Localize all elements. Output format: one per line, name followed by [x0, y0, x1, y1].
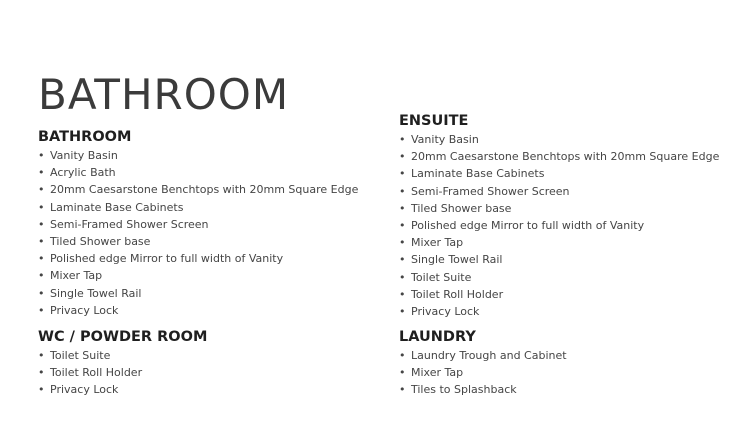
- list-item: • 20mm Caesarstone Benchtops with 20mm Square Edge: [38, 181, 358, 198]
- list-item: • Single Towel Rail: [38, 285, 358, 302]
- list-item: • Laundry Trough and Cabinet: [399, 347, 567, 364]
- list-item: • Polished edge Mirror to full width of Vanity: [399, 217, 719, 234]
- list-item: • Acrylic Bath: [38, 164, 358, 181]
- section-heading: BATHROOM: [38, 129, 132, 145]
- list-item: • Polished edge Mirror to full width of Vanity: [38, 250, 358, 267]
- section-ensuite: [399, 113, 719, 320]
- list-item: • Single Towel Rail: [399, 251, 719, 268]
- list-item: • Privacy Lock: [38, 302, 358, 319]
- section-heading: LAUNDRY: [399, 329, 476, 345]
- section-bathroom: [38, 129, 358, 319]
- section-heading: ENSUITE: [399, 113, 469, 129]
- item-list: [38, 147, 358, 319]
- list-item: • Mixer Tap: [38, 267, 358, 284]
- list-item: • Mixer Tap: [399, 364, 567, 381]
- list-item: • Toilet Roll Holder: [399, 286, 719, 303]
- section-heading: WC / POWDER ROOM: [38, 329, 208, 345]
- page-title: BATHROOM: [38, 70, 290, 120]
- list-item: • Semi-Framed Shower Screen: [38, 216, 358, 233]
- section-wc-powder-room: [38, 329, 207, 399]
- list-item: • Laminate Base Cabinets: [38, 199, 358, 216]
- list-item: • Mixer Tap: [399, 234, 719, 251]
- list-item: • Toilet Suite: [38, 347, 207, 364]
- list-item: • Laminate Base Cabinets: [399, 165, 719, 182]
- list-item: • Toilet Roll Holder: [38, 364, 207, 381]
- list-item: • Vanity Basin: [38, 147, 358, 164]
- item-list: [399, 131, 719, 320]
- list-item: • Toilet Suite: [399, 269, 719, 286]
- list-item: • Semi-Framed Shower Screen: [399, 183, 719, 200]
- list-item: • 20mm Caesarstone Benchtops with 20mm Square Edge: [399, 148, 719, 165]
- list-item: • Vanity Basin: [399, 131, 719, 148]
- section-laundry: [399, 329, 567, 399]
- list-item: • Tiles to Splashback: [399, 381, 567, 398]
- list-item: • Tiled Shower base: [38, 233, 358, 250]
- list-item: • Privacy Lock: [399, 303, 719, 320]
- list-item: • Tiled Shower base: [399, 200, 719, 217]
- item-list: [38, 347, 207, 399]
- item-list: [399, 347, 567, 399]
- list-item: • Privacy Lock: [38, 381, 207, 398]
